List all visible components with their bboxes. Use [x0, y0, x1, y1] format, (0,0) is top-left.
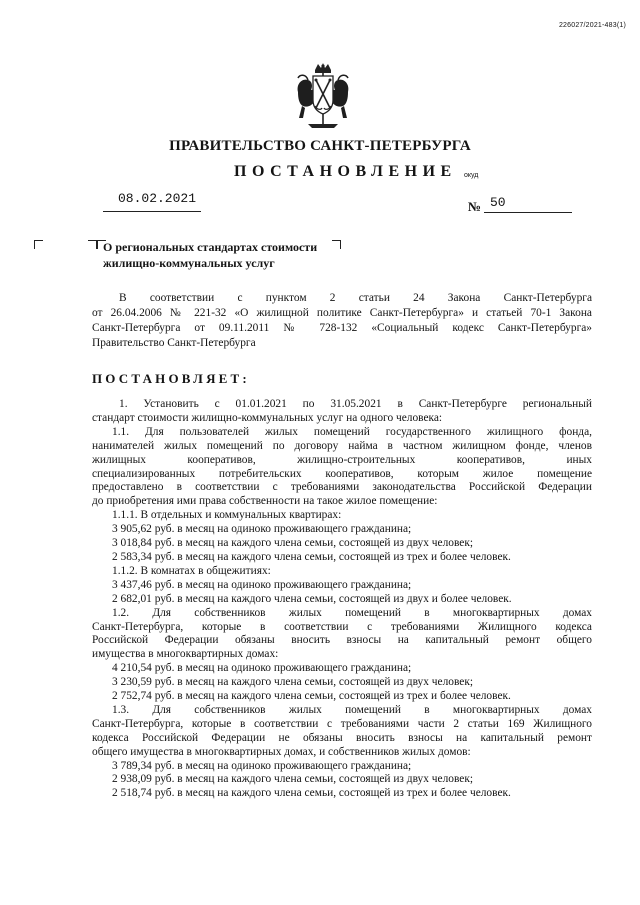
okud-label: окуд	[464, 172, 479, 179]
resolution-line: нанимателей жилых помещений по договору найма в частном жилищном фонде, членов	[92, 439, 592, 452]
resolution-line: имущества в многоквартирных домах:	[92, 648, 279, 661]
subject-corner-mark	[88, 240, 97, 249]
resolution-line: 3 018,84 руб. в месяц на каждого члена семьи, состоящей из двух человек;	[112, 537, 474, 550]
preamble-line: Правительство Санкт-Петербурга	[92, 337, 256, 349]
resolution-items	[92, 398, 592, 801]
subject-line: жилищно-коммунальных услуг	[103, 256, 275, 270]
document-subject	[103, 239, 317, 271]
number-underline	[484, 212, 572, 213]
preamble-line: от 26.04.2006 № 221-32 «О жилищной политике Санкт-Петербурга» и статьей 70-1 Закона	[92, 307, 592, 319]
resolution-line: 3 230,59 руб. в месяц на каждого члена семьи, состоящей из двух человек;	[112, 676, 474, 689]
resolution-line: 1.3. Для собственников жилых помещений в многоквартирных домах	[112, 703, 592, 716]
document-number: 50	[490, 195, 506, 210]
resolution-line: Санкт-Петербурга, которые в соответствии с требованиями Жилищного кодекса	[92, 620, 592, 633]
document-date: 08.02.2021	[118, 191, 197, 206]
preamble-line: Санкт-Петербурга от 09.11.2011 № 728-132 «Социальный кодекс Санкт-Петербурга»	[92, 322, 592, 334]
resolution-line: 2 752,74 руб. в месяц на каждого члена семьи, состоящей из трех и более человек.	[112, 690, 511, 703]
date-underline	[103, 211, 201, 212]
resolution-line: общего имущества в многоквартирных домах, и собственников жилых домов:	[92, 745, 471, 758]
resolves-heading: ПОСТАНОВЛЯЕТ:	[92, 371, 250, 386]
resolution-line: до приобретения ими права собственности на такое жилое помещение:	[92, 495, 438, 508]
resolution-line: кодекса Российской Федерации не обязаны вносить взносы на капитальный ремонт	[92, 731, 592, 744]
resolution-line: 3 437,46 руб. в месяц на одиноко проживающего гражданина;	[112, 578, 412, 591]
subject-corner-mark	[332, 240, 341, 249]
resolution-line: жилищных кооперативов, жилищно-строительных кооперативов, иных	[92, 453, 592, 466]
resolution-line: 1.1. Для пользователей жилых помещений государственного жилищного фонда,	[112, 425, 592, 438]
resolution-line: 1.1.1. В отдельных и коммунальных квартирах:	[112, 509, 342, 522]
resolution-line: 1.1.2. В комнатах в общежитиях:	[112, 564, 271, 577]
document-code: 226027/2021-483(1)	[558, 22, 626, 29]
resolution-line: стандарт стоимости жилищно-коммунальных услуг на одного человека:	[92, 411, 443, 424]
number-label: №	[468, 199, 482, 214]
resolution-line: специализированных потребительских кооперативов, которым жилое помещение	[92, 467, 592, 480]
resolution-line: 4 210,54 руб. в месяц на одиноко проживающего гражданина;	[112, 662, 412, 675]
spb-coat-of-arms-icon	[294, 62, 352, 130]
subject-corner-mark	[34, 240, 43, 249]
government-title: ПРАВИТЕЛЬСТВО САНКТ-ПЕТЕРБУРГА	[169, 138, 471, 154]
preamble	[92, 291, 592, 351]
document-type-title: ПОСТАНОВЛЕНИЕ	[234, 163, 457, 180]
resolution-line: 2 518,74 руб. в месяц на каждого члена семьи, состоящей из трех и более человек.	[112, 787, 511, 800]
resolution-line: 3 789,34 руб. в месяц на одиноко проживающего гражданина;	[112, 759, 412, 772]
resolution-line: 3 905,62 руб. в месяц на одиноко проживающего гражданина;	[112, 523, 412, 536]
resolution-line: Российской Федерации обязаны вносить взносы на капитальный ремонт общего	[92, 634, 592, 647]
preamble-line: В соответствии с пунктом 2 статьи 24 Закона Санкт-Петербурга	[119, 292, 592, 304]
resolution-line: 1.2. Для собственников жилых помещений в многоквартирных домах	[112, 606, 592, 619]
resolution-line: 1. Установить с 01.01.2021 по 31.05.2021 в Санкт-Петербурге региональный	[119, 398, 592, 410]
resolution-line: 2 682,01 руб. в месяц на каждого члена семьи, состоящей из двух и более человек.	[112, 592, 512, 605]
resolution-line: Санкт-Петербурга, которые в соответствии с требованиями части 2 статьи 169 Жилищного	[92, 717, 592, 730]
subject-line: О региональных стандартах стоимости	[103, 240, 318, 254]
resolution-line: 2 583,34 руб. в месяц на каждого члена семьи, состоящей из трех и более человек.	[112, 550, 511, 563]
resolution-line: 2 938,09 руб. в месяц на каждого члена семьи, состоящей из двух человек;	[112, 773, 474, 786]
resolution-line: предоставлено в соответствии с требованиями законодательства Российской Федерации	[92, 481, 592, 494]
